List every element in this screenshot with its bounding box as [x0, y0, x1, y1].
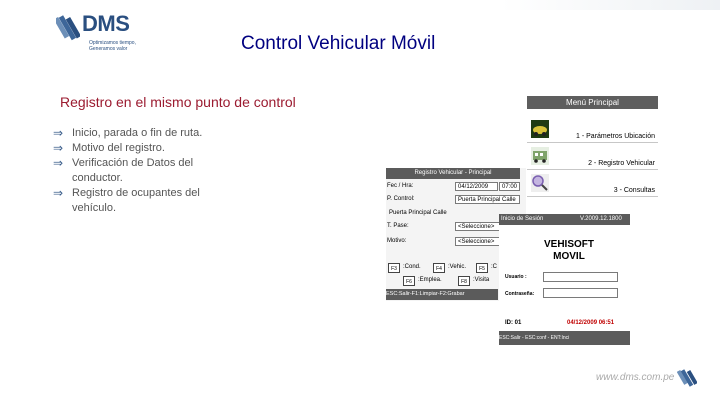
registro-footer: ESC:Salir-F1:Limpiar-F2:Grabar [386, 289, 498, 300]
fecha-label: Fec / Hra: [387, 183, 414, 189]
login-header [499, 214, 630, 225]
car-icon [531, 120, 549, 138]
login-header-title: Inicio de Sesión [501, 216, 544, 222]
f5-key[interactable]: F5 [476, 263, 488, 273]
punto-control-select[interactable]: Puerta Principal Calle [455, 195, 520, 204]
tipo-pase-select[interactable]: <Seleccione> [455, 222, 520, 231]
menu-item-consultas[interactable]: 3 - Consultas [527, 172, 658, 197]
bullet-item: ⇒ Registro de ocupantes del vehículo. [53, 186, 200, 214]
f8-label: :Visita [473, 277, 490, 283]
tipo-pase-label: T. Pase: [387, 223, 409, 229]
motivo-select[interactable]: <Seleccione> [455, 237, 520, 246]
logo-tagline-line2: Generamos valor [89, 46, 128, 52]
arrow-icon: ⇒ [53, 126, 64, 140]
arrow-icon: ⇒ [53, 141, 64, 155]
top-decoration [500, 0, 720, 10]
f3-key[interactable]: F3 [388, 263, 400, 273]
bullet-list [53, 126, 228, 216]
app-title: VEHISOFT MOVIL [543, 239, 594, 262]
arrow-icon: ⇒ [53, 186, 64, 200]
usuario-input[interactable] [543, 272, 618, 282]
contrasena-label: Contraseña: [505, 291, 535, 297]
bus-icon [531, 147, 549, 165]
login-screen [499, 214, 630, 347]
fecha-field[interactable]: 04/12/2009 [455, 182, 498, 191]
f6-label: :Emplea. [418, 277, 442, 283]
bullet-item: ⇒ Verificación de Datos del conductor. [53, 156, 194, 184]
menu-item-registro[interactable]: 2 - Registro Vehicular [527, 145, 658, 170]
f6-key[interactable]: F6 [403, 276, 415, 286]
contrasena-input[interactable] [543, 288, 618, 298]
menu-principal-screen [527, 96, 658, 208]
f4-key[interactable]: F4 [433, 263, 445, 273]
f5-label: :C [491, 264, 497, 270]
punto-control-text: Puerta Principal Calle [389, 210, 447, 216]
menu-item-parametros[interactable]: 1 - Parámetros Ubicación [527, 118, 658, 143]
login-footer: ESC:Salir - ESC:conf - ENT:Inci [499, 331, 630, 345]
website-url[interactable]: www.dms.com.pe [596, 372, 675, 383]
device-id: ID: 01 [505, 320, 522, 326]
usuario-label: Usuario : [505, 274, 527, 280]
magnifier-icon [531, 174, 549, 192]
login-version: V.2009.12.1800 [580, 216, 622, 222]
login-datetime: 04/12/2009 06:51 [567, 320, 615, 326]
motivo-label: Motivo: [387, 238, 407, 244]
logo-tagline-line1: Optimizamos tiempo, [89, 40, 136, 46]
dms-logo-mark-icon [56, 11, 80, 47]
hora-field[interactable]: 07:00 [499, 182, 520, 191]
bullet-item: ⇒ Motivo del registro. [53, 141, 165, 155]
dms-logo [56, 9, 152, 51]
f3-label: :Cond. [403, 264, 421, 270]
dms-small-logo-icon [677, 367, 697, 389]
section-subtitle: Registro en el mismo punto de control [60, 94, 296, 110]
f4-label: :Vehic. [448, 264, 467, 270]
bullet-item: ⇒ Inicio, parada o fin de ruta. [53, 126, 203, 140]
f8-key[interactable]: F8 [458, 276, 470, 286]
logo-tagline [89, 40, 136, 52]
punto-control-label: P. Control: [387, 196, 415, 202]
registro-header: Registro Vehicular - Principal [386, 168, 520, 179]
page-title: Control Vehicular Móvil [241, 33, 436, 54]
arrow-icon: ⇒ [53, 156, 64, 170]
logo-text: DMS [82, 11, 130, 36]
menu-header: Menú Principal [527, 96, 658, 109]
